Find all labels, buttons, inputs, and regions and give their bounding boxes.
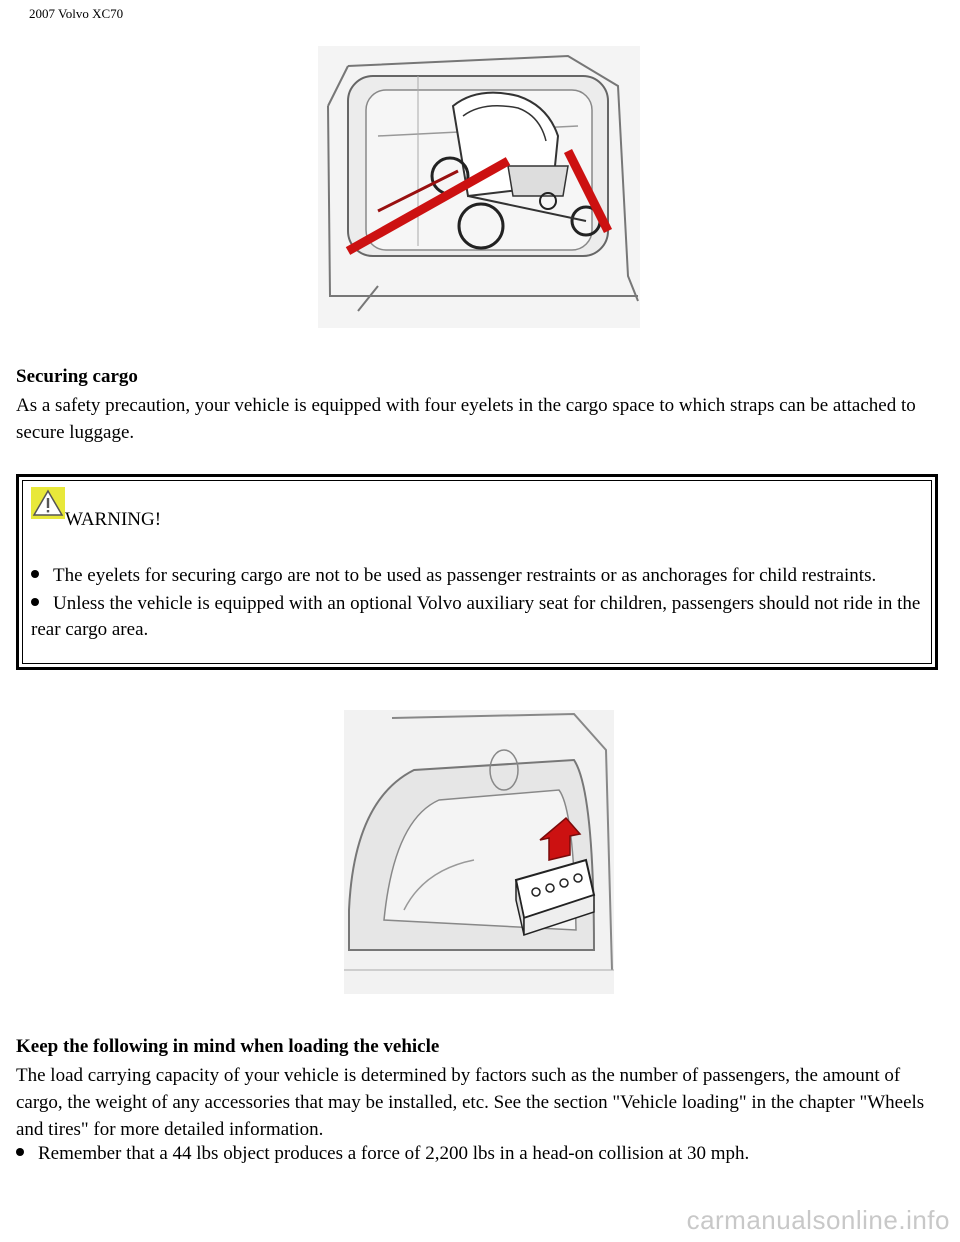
section-text-loading: The load carrying capacity of your vehicle is determined by factors such as the number of passengers, the amount of cargo, the weight of any accessories that may be installed, etc. See the section "Vehicle loading" in the chapter "Wheels and tires" for more detailed information. [16,1065,925,1140]
section-heading-loading: Keep the following in mind when loading the vehicle [16,1036,440,1057]
bullet-icon [31,570,39,578]
cargo-crate-figure [344,710,614,994]
section-heading-securing-cargo: Securing cargo [16,366,138,387]
cargo-stroller-straps-figure [318,46,640,328]
bullet-icon [16,1148,24,1156]
page-header-title: 2007 Volvo XC70 [29,6,124,21]
bullet-icon [31,598,39,606]
loading-item-text: Remember that a 44 lbs object produces a force of 2,200 lbs in a head-on collision at 30 mph. [38,1143,750,1164]
warning-list [23,563,923,643]
loading-list [16,1140,941,1167]
warning-triangle-icon [31,487,65,519]
warning-box [16,474,938,670]
watermark: carmanualsonline.info [686,1205,950,1235]
warning-title: WARNING! [65,509,162,530]
warning-item-text: Unless the vehicle is equipped with an optional Volvo auxiliary seat for children, passengers should not ride in the rear cargo area. [31,593,921,640]
section-text-securing-cargo: As a safety precaution, your vehicle is equipped with four eyelets in the cargo space to which straps can be attached to secure luggage. [16,395,916,443]
list-item [16,1140,941,1167]
warning-list-item [23,591,923,643]
warning-list-item [23,563,923,589]
warning-item-text: The eyelets for securing cargo are not to be used as passenger restraints or as anchorages for child restraints. [53,565,877,586]
